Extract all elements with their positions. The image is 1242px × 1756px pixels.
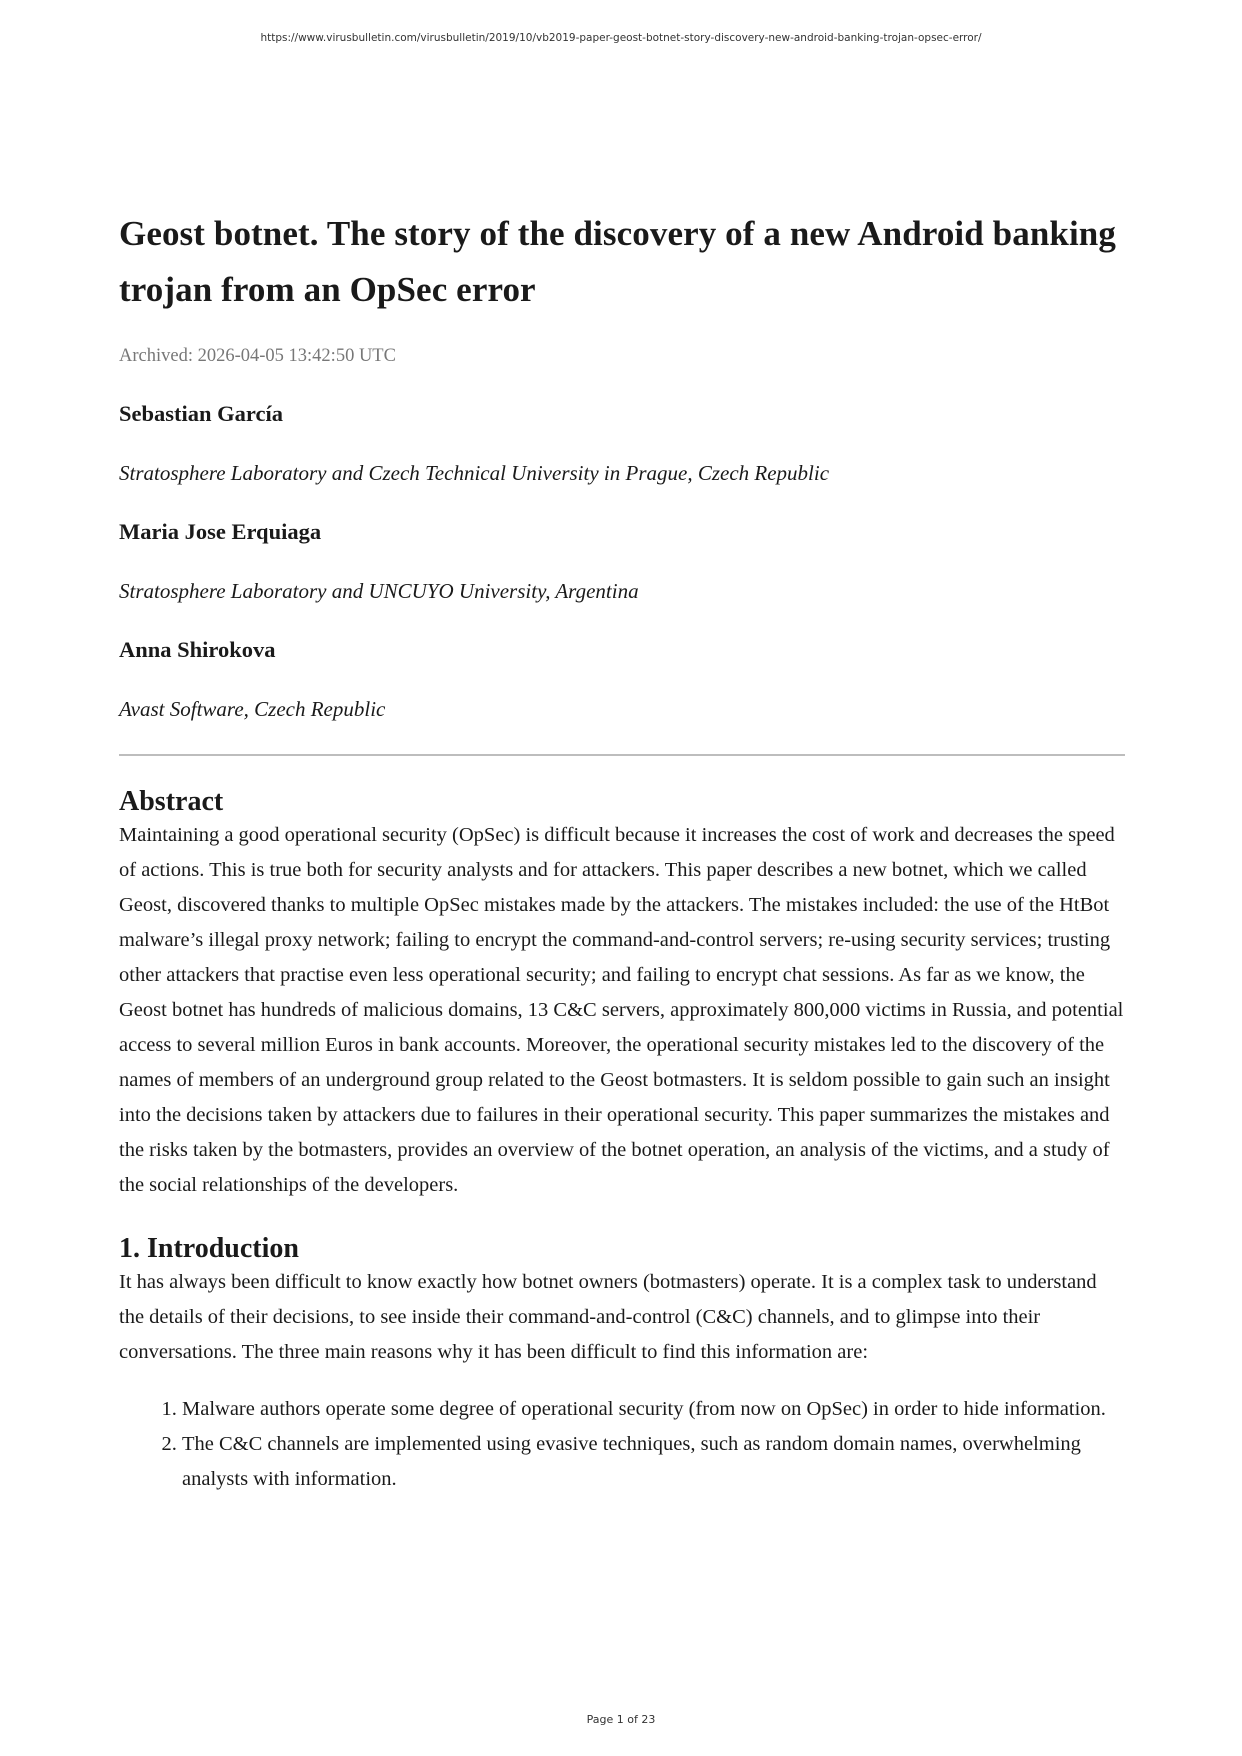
- reasons-list: [119, 1392, 1125, 1497]
- introduction-paragraph: It has always been difficult to know exactly how botnet owners (botmasters) operate. It is a complex task to understand the details of their decisions, to see inside their command-and-control (C&C) channels, and to glimpse into their conversations. The three main reasons why it has been difficult to find this information are:: [119, 1271, 1097, 1363]
- source-url: https://www.virusbulletin.com/virusbulletin/2019/10/vb2019-paper-geost-botnet-story-discovery-new-android-banking-trojan-opsec-error/: [260, 32, 982, 44]
- list-item: 1. Malware authors operate some degree of operational security (from now on OpSec) in order to hide information.: [182, 1392, 1125, 1427]
- section-divider: [119, 754, 1125, 756]
- author-name: Maria Jose Erquiaga: [119, 519, 322, 544]
- author-affiliation: Avast Software, Czech Republic: [119, 697, 386, 721]
- article: [119, 206, 1125, 1497]
- archived-timestamp: Archived: 2026-04-05 13:42:50 UTC: [119, 346, 396, 366]
- list-item: 2. The C&C channels are implemented using evasive techniques, such as random domain names, overwhelming analysts with information.: [182, 1427, 1125, 1497]
- author-affiliation: Stratosphere Laboratory and Czech Technical University in Prague, Czech Republic: [119, 461, 830, 485]
- author-affiliation: Stratosphere Laboratory and UNCUYO University, Argentina: [119, 579, 639, 603]
- page-number: Page 1 of 23: [586, 1713, 656, 1726]
- abstract-heading: Abstract: [119, 786, 224, 817]
- author-name: Anna Shirokova: [119, 637, 276, 662]
- author-name: Sebastian García: [119, 401, 283, 426]
- introduction-heading: 1. Introduction: [119, 1233, 299, 1264]
- article-title: Geost botnet. The story of the discovery of a new Android banking trojan from an OpSec error: [119, 214, 1116, 309]
- abstract-paragraph: Maintaining a good operational security (OpSec) is difficult because it increases the cost of work and decreases the speed of actions. This is true both for security analysts and for attackers. This paper describes a new botnet, which we called Geost, discovered thanks to multiple OpSec mistakes made by the attackers. The mistakes included: the use of the HtBot malware’s illegal proxy network; failing to encrypt the command-and-control servers; re-using security services; trusting other attackers that practise even less operational security; and failing to encrypt chat sessions. As far as we know, the Geost botnet has hundreds of malicious domains, 13 C&C servers, approximately 800,000 victims in Russia, and potential access to several million Euros in bank accounts. Moreover, the operational security mistakes led to the discovery of the names of members of an underground group related to the Geost botmasters. It is seldom possible to gain such an insight into the decisions taken by attackers due to failures in their operational security. This paper summarizes the mistakes and the risks taken by the botmasters, provides an overview of the botnet operation, an analysis of the victims, and a study of the social relationships of the developers.: [119, 824, 1124, 1196]
